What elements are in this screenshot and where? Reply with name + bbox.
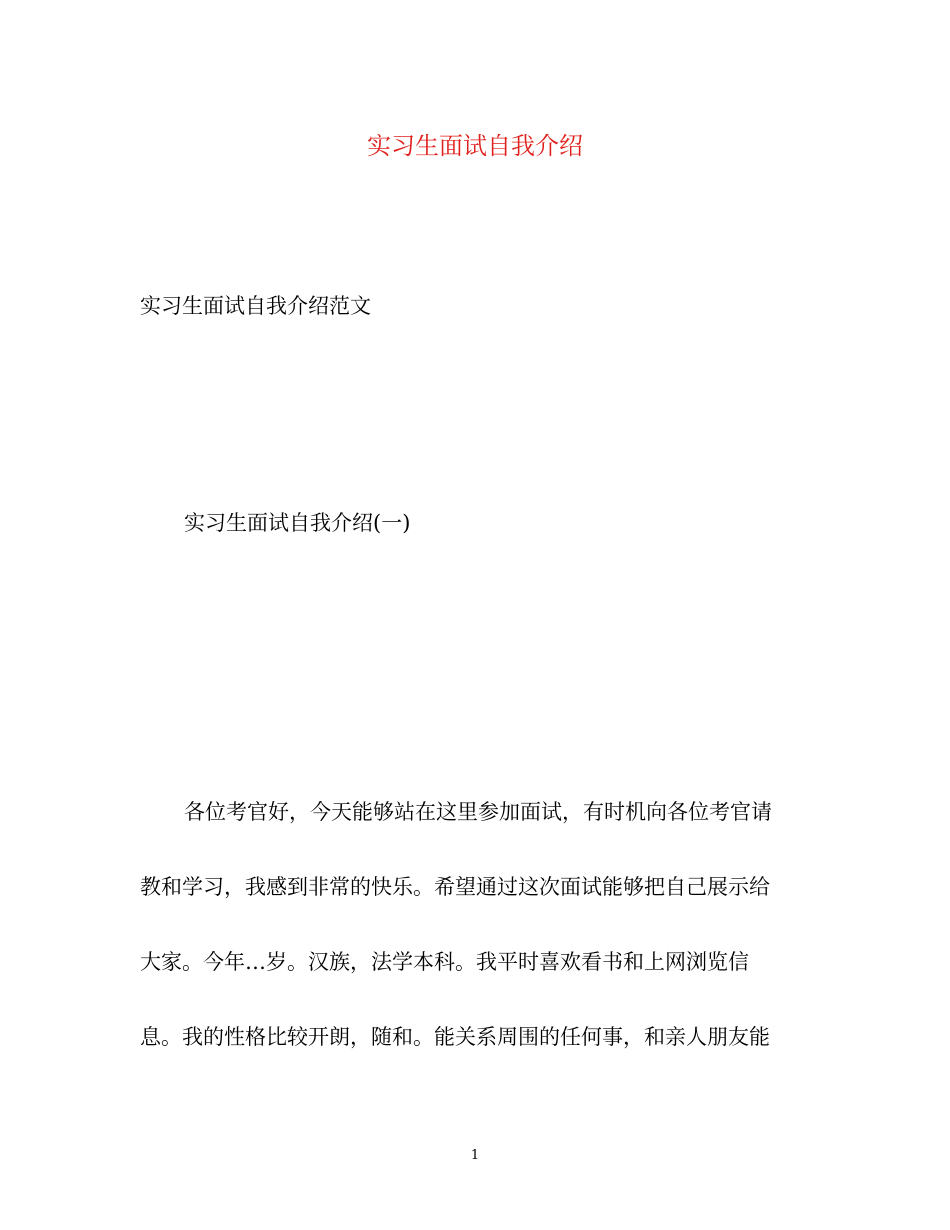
paragraph-line: 各位考官好，今天能够站在这里参加面试，有时机向各位考官请 xyxy=(184,800,772,824)
paragraph-line: 教和学习，我感到非常的快乐。希望通过这次面试能够把自己展示给 xyxy=(140,875,770,899)
section-heading: 实习生面试自我介绍(一) xyxy=(184,511,411,535)
body-paragraph xyxy=(140,796,800,1096)
paragraph-line: 息。我的性格比较开朗，随和。能关系周围的任何事，和亲人朋友能 xyxy=(140,1025,770,1049)
paragraph-line: 大家。今年…岁。汉族，法学本科。我平时喜欢看书和上网浏览信 xyxy=(140,950,749,974)
page-number: 1 xyxy=(470,1148,480,1163)
document-subtitle: 实习生面试自我介绍范文 xyxy=(140,294,371,318)
document-title: 实习生面试自我介绍 xyxy=(367,132,583,160)
